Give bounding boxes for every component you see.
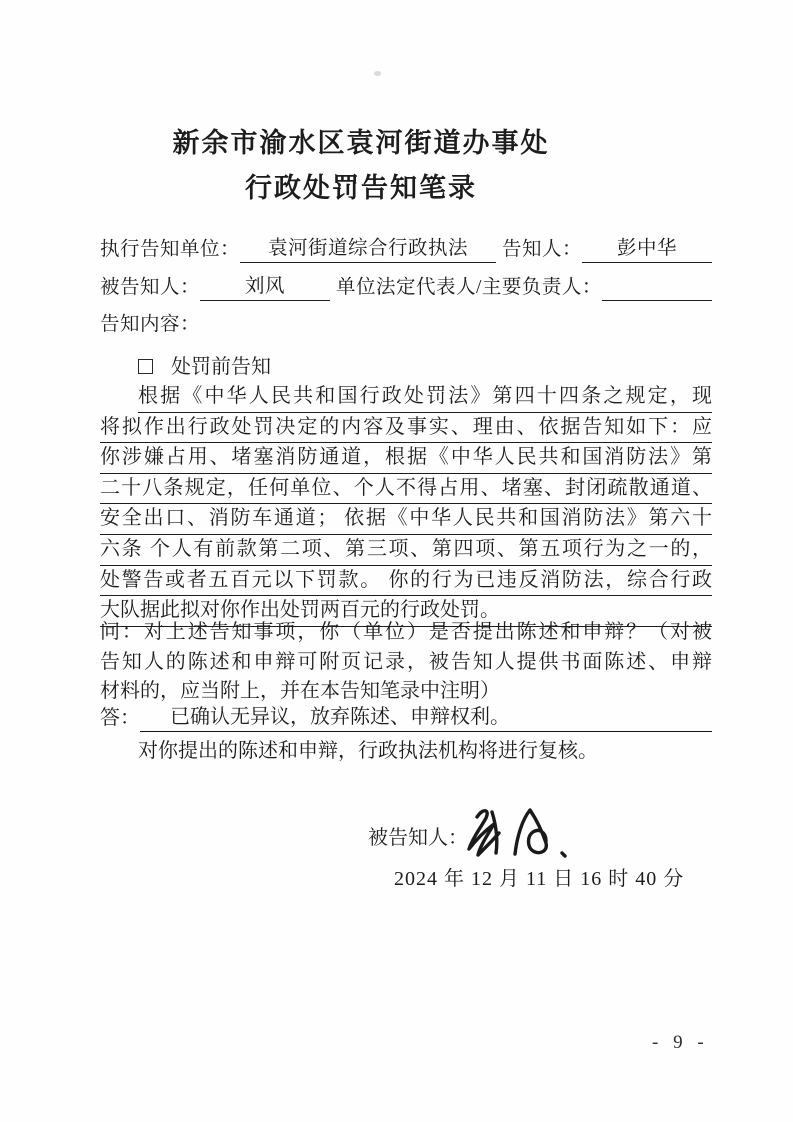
page-number: - 9 - <box>652 1032 709 1053</box>
notice-line: 大队据此拟对你作出处罚两百元的行政处罚。 <box>100 596 712 627</box>
legal-rep-label: 单位法定代表人/主要负责人： <box>336 277 602 298</box>
legal-rep-value <box>602 300 712 301</box>
answer-value: 已确认无异议，放弃陈述、申辩权利。 <box>140 704 712 732</box>
signature-datetime: 2024 年 12 月 11 日 16 时 40 分 <box>394 868 685 890</box>
notice-line: 你涉嫌占用、堵塞消防通道，根据《中华人民共和国消防法》第 <box>100 443 712 474</box>
question-line: 问：对上述告知事项，你（单位）是否提出陈述和申辩？（对被 <box>100 621 712 643</box>
answer-row <box>100 704 712 732</box>
pre-penalty-notice-row <box>100 355 712 379</box>
question-line: 材料的，应当附上，并在本告知笔录中注明） <box>100 680 500 703</box>
form-line-notice-content <box>100 312 712 338</box>
notice-line: 安全出口、消防车通道； 依据《中华人民共和国消防法》第六十 <box>100 504 712 535</box>
checkbox-pre-penalty-notice <box>138 359 153 374</box>
document-title-type: 行政处罚告知笔录 <box>245 173 477 203</box>
notice-line: 六条 个人有前款第二项、第三项、第四项、第五项行为之一的， <box>100 535 712 566</box>
notifier-label: 告知人： <box>502 239 583 260</box>
signature-label: 被告知人： <box>368 827 468 849</box>
notified-person-value: 刘风 <box>200 274 330 301</box>
signature-row <box>368 824 468 852</box>
question-line: 告知人的陈述和申辩可附页记录，被告知人提供书面陈述、申辩 <box>100 650 712 673</box>
document-title-org: 新余市渝水区袁河街道办事处 <box>172 128 550 158</box>
pre-penalty-notice-label: 处罚前告知 <box>171 356 271 378</box>
executing-unit-label: 执行告知单位： <box>100 239 241 260</box>
notified-person-label: 被告知人： <box>100 277 201 298</box>
form-line-notified-person <box>100 274 712 301</box>
notifier-value: 彭中华 <box>582 236 712 263</box>
notice-line: 二十八条规定，任何单位、个人不得占用、堵塞、封闭疏散通道、 <box>100 474 712 505</box>
notice-content-label: 告知内容： <box>100 314 201 335</box>
notice-line: 将拟作出行政处罚决定的内容及事实、理由、依据告知如下：应 <box>100 413 712 444</box>
executing-unit-value: 袁河街道综合行政执法 <box>240 236 496 263</box>
notice-line: 根据《中华人民共和国行政处罚法》第四十四条之规定，现 <box>138 382 712 413</box>
question-paragraph <box>100 618 712 707</box>
form-line-executing-unit <box>100 236 712 263</box>
notice-line: 处警告或者五百元以下罚款。 你的行为已违反消防法，综合行政 <box>100 566 712 597</box>
answer-label: 答： <box>100 707 140 729</box>
scan-artifact-dot <box>374 71 381 76</box>
signature-handwriting <box>463 802 583 864</box>
review-note: 对你提出的陈述和申辩，行政执法机构将进行复核。 <box>138 740 598 762</box>
notice-paragraph <box>100 382 712 627</box>
